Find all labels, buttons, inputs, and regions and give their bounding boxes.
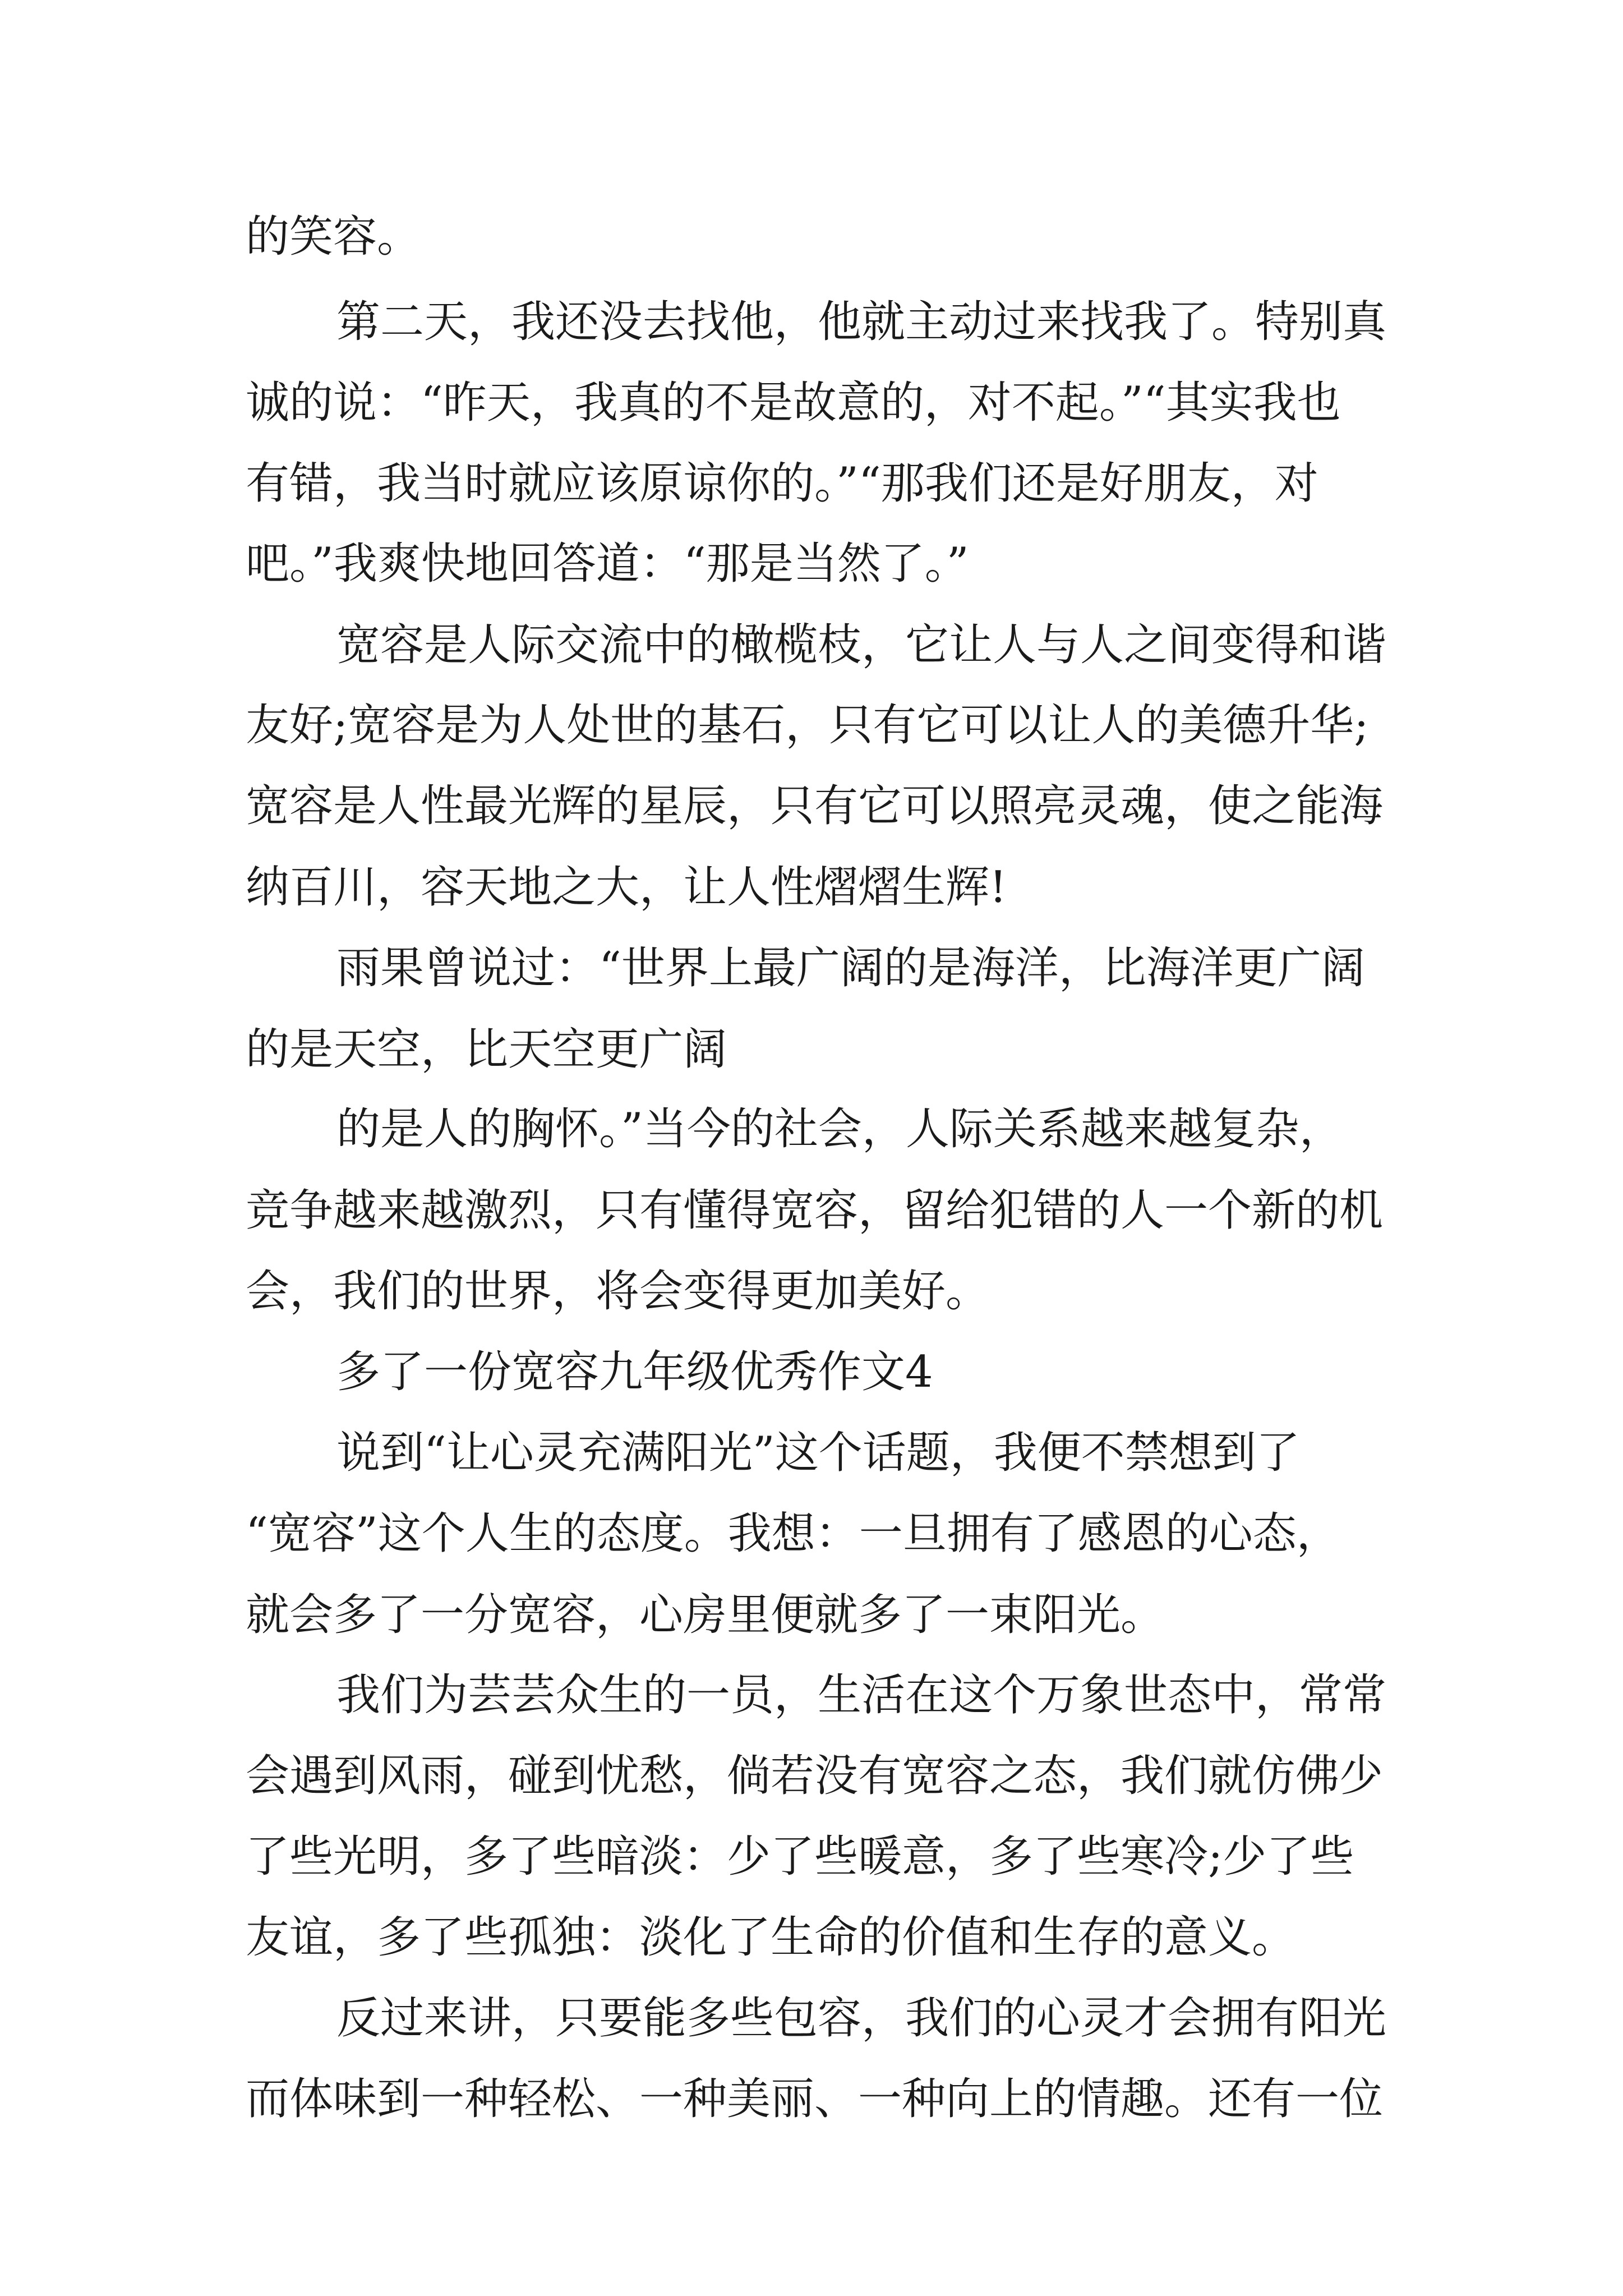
text-line: 竞争越来越激烈，只有懂得宽容，留给犯错的人一个新的机 xyxy=(246,1185,1384,1236)
text-line: “宽容”这个人生的态度。我想：一旦拥有了感恩的心态， xyxy=(246,1508,1340,1559)
text-line: 会，我们的世界，将会变得更加美好。 xyxy=(246,1266,990,1317)
text-line: 就会多了一分宽容，心房里便就多了一束阳光。 xyxy=(246,1590,1165,1640)
text-line: 说到“让心灵充满阳光”这个话题，我便不禁想到了 xyxy=(336,1428,1300,1478)
text-line: 有错，我当时就应该原谅你的。”“那我们还是好朋友，对 xyxy=(246,458,1318,509)
text-line: 我们为芸芸众生的一员，生活在这个万象世态中，常常 xyxy=(336,1670,1387,1720)
text-line: 的笑容。 xyxy=(246,211,421,262)
text-line: 的是人的胸怀。”当今的社会，人际关系越来越复杂， xyxy=(336,1104,1343,1154)
text-line: 友谊，多了些孤独：淡化了生命的价值和生存的意义。 xyxy=(246,1912,1296,1963)
text-line: 诚的说：“昨天，我真的不是故意的，对不起。”“其实我也 xyxy=(246,378,1341,428)
section-heading: 多了一份宽容九年级优秀作文4 xyxy=(336,1347,933,1397)
text-line: 宽容是人性最光辉的星辰，只有它可以照亮灵魂，使之能海 xyxy=(246,781,1384,831)
text-line: 第二天，我还没去找他，他就主动过来找我了。特别真 xyxy=(336,297,1387,347)
text-line: 宽容是人际交流中的橄榄枝，它让人与人之间变得和谐 xyxy=(336,620,1387,670)
text-line: 的是天空，比天空更广阔 xyxy=(246,1024,727,1075)
text-line: 了些光明，多了些暗淡：少了些暖意，多了些寒冷;少了些 xyxy=(246,1832,1354,1882)
text-line: 会遇到风雨，碰到忧愁，倘若没有宽容之态，我们就仿佛少 xyxy=(246,1751,1384,1801)
text-line: 雨果曾说过：“世界上最广阔的是海洋，比海洋更广阔 xyxy=(336,943,1365,993)
text-line: 友好;宽容是为人处世的基石，只有它可以让人的美德升华; xyxy=(246,700,1369,751)
text-line: 吧。”我爽快地回答道：“那是当然了。” xyxy=(246,539,969,589)
text-line: 而体味到一种轻松、一种美丽、一种向上的情趣。还有一位 xyxy=(246,2074,1384,2124)
text-line: 反过来讲，只要能多些包容，我们的心灵才会拥有阳光 xyxy=(336,1993,1387,2044)
text-line: 纳百川，容天地之大，让人性熠熠生辉! xyxy=(246,862,1007,913)
